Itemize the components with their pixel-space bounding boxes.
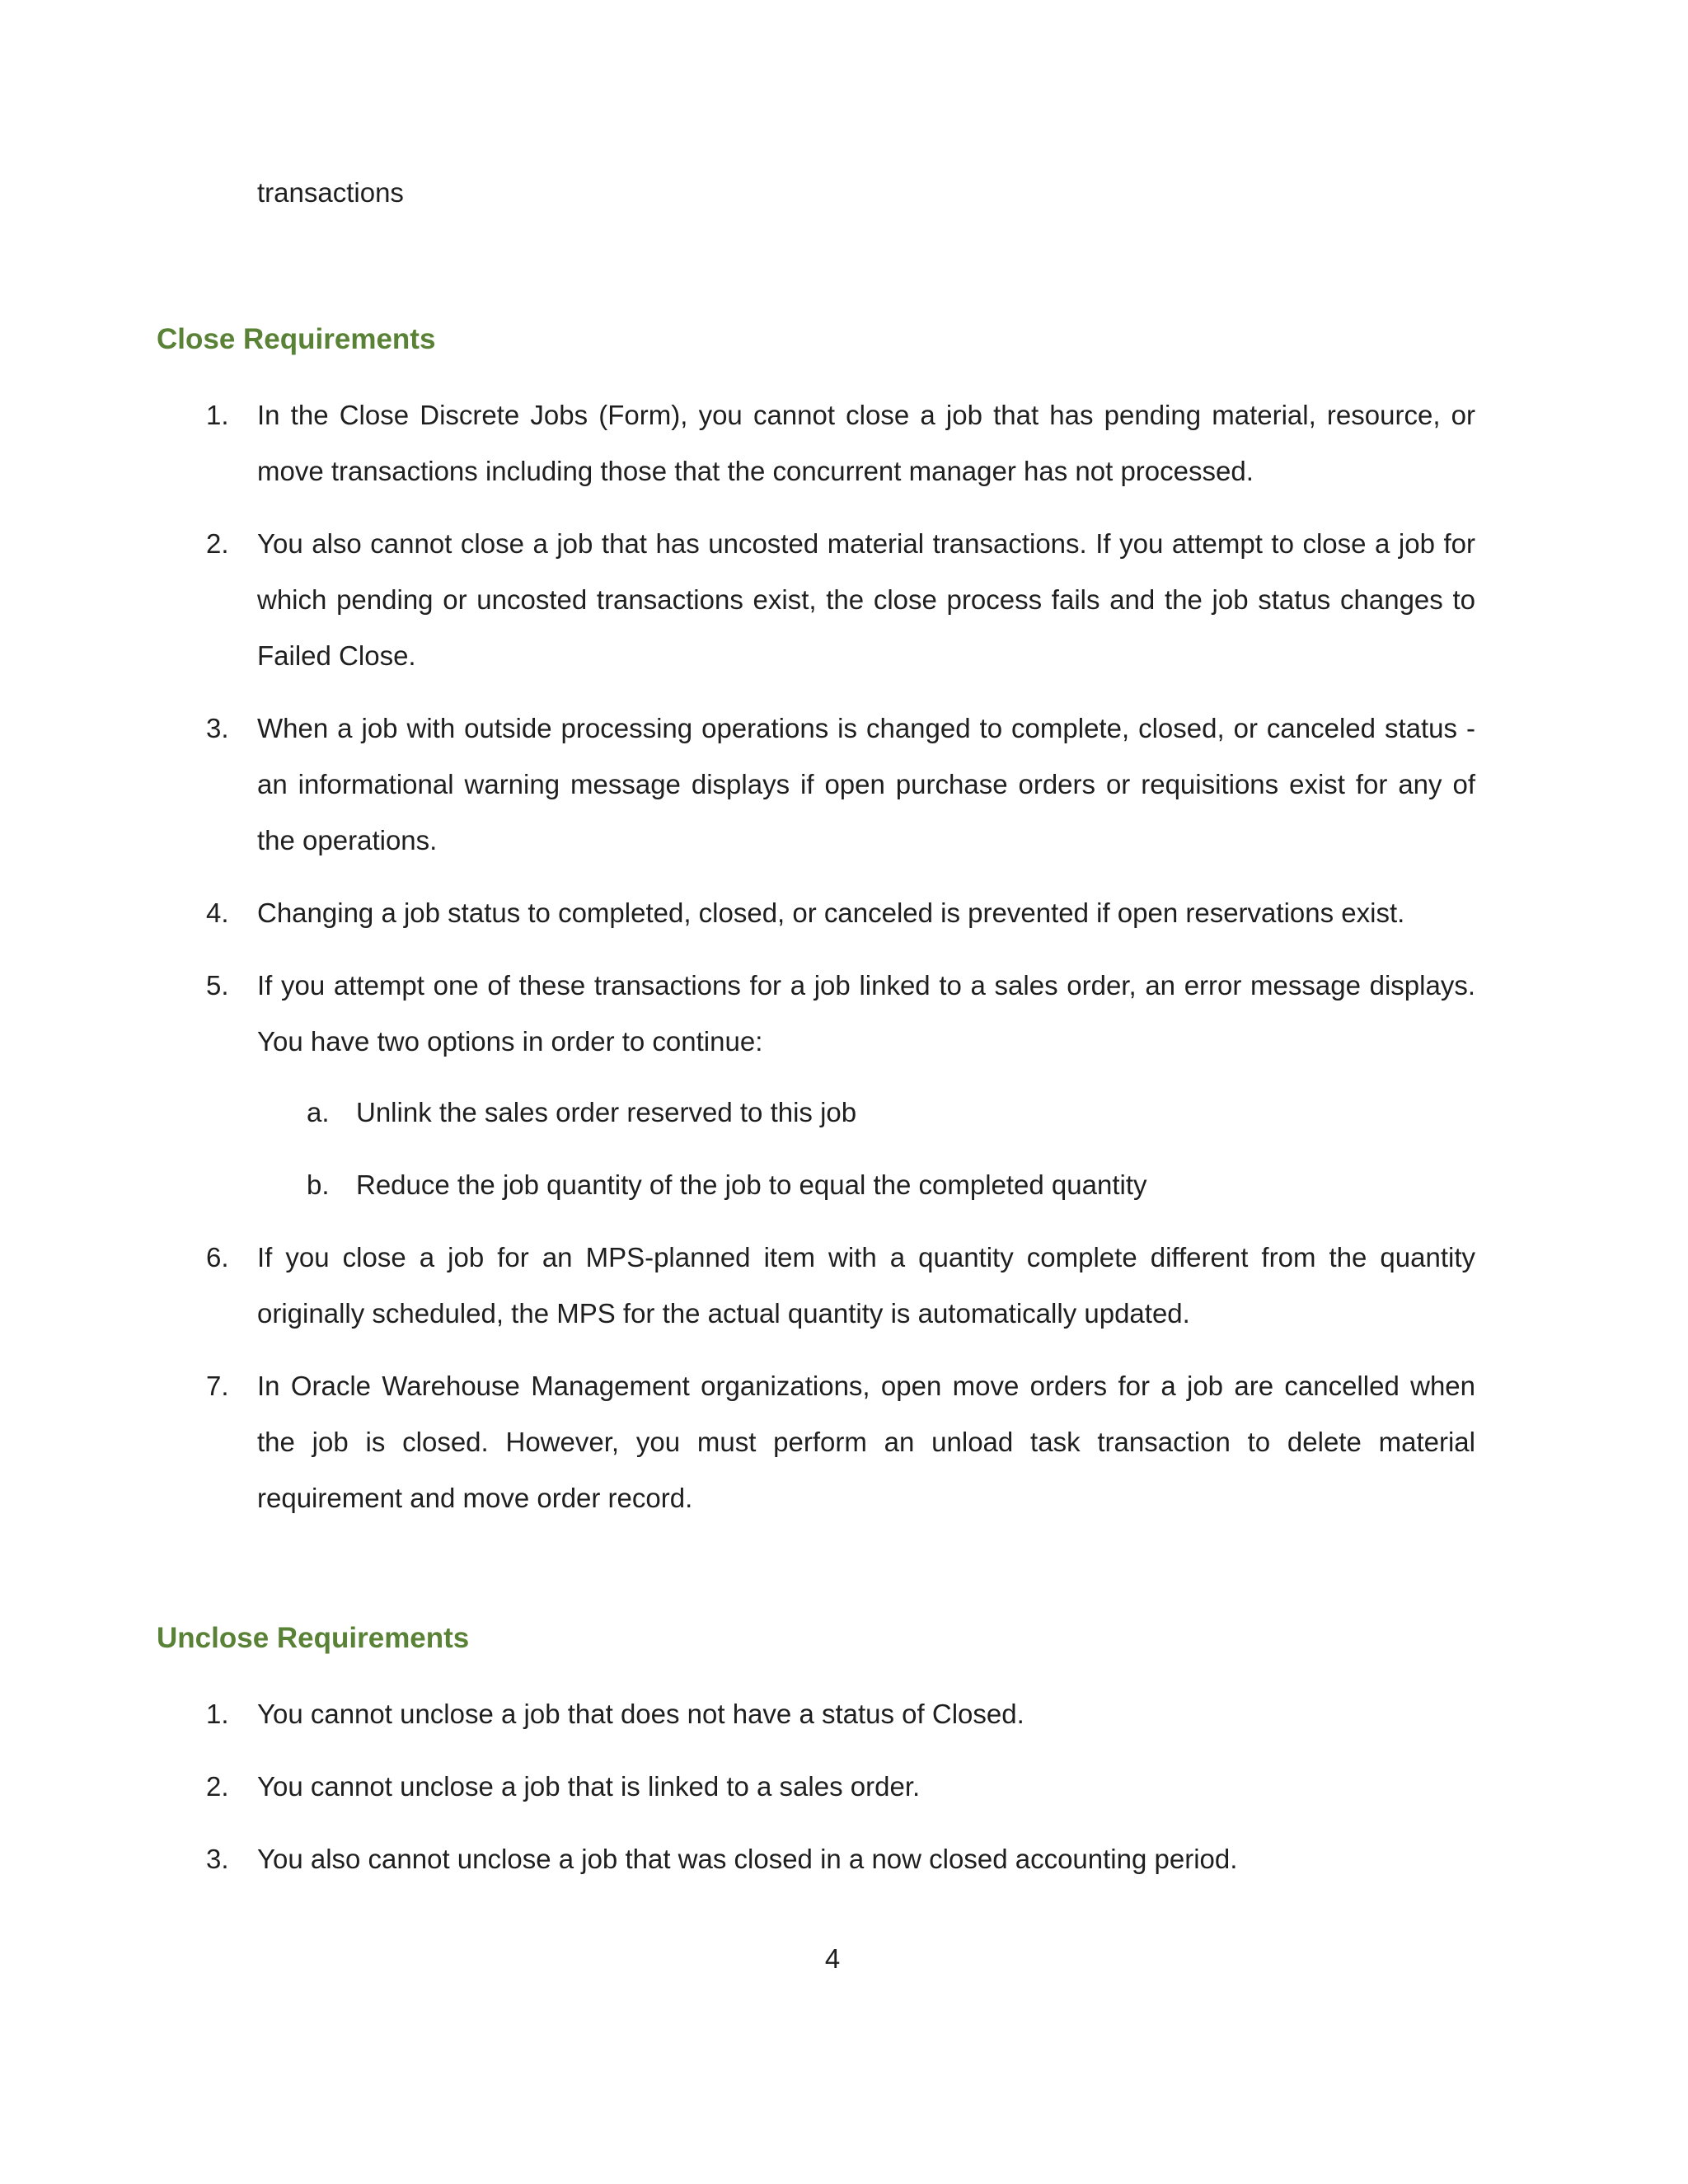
sub-list-item-letter: a. [307, 1097, 330, 1127]
close-requirements-list [0, 387, 1688, 1543]
list-item-text: Changing a job status to completed, closed, or canceled is prevented if open reservations exist. [257, 898, 1405, 928]
list-item-text: You also cannot close a job that has uncosted material transactions. If you attempt to close a job for which pending or uncosted transactions exist, the close process fails and the job status changes to Failed Close. [257, 528, 1475, 671]
list-item-number: 5. [206, 970, 229, 1001]
list-item [0, 701, 1688, 869]
unclose-requirements-list [0, 1686, 1688, 1904]
sub-list-item-text: Reduce the job quantity of the job to equal the completed quantity [356, 1169, 1147, 1200]
list-item-number: 6. [206, 1242, 229, 1272]
sub-list-item-letter: b. [307, 1169, 330, 1200]
list-item [0, 516, 1688, 684]
list-item-text: You cannot unclose a job that does not have a status of Closed. [257, 1699, 1025, 1729]
list-item [0, 1831, 1688, 1887]
list-item [0, 387, 1688, 499]
unclose-requirements-heading: Unclose Requirements [157, 1622, 470, 1654]
sub-list-item [0, 1157, 1688, 1213]
list-item-number: 4. [206, 898, 229, 928]
sub-list-item [0, 1085, 1688, 1141]
list-item [0, 885, 1688, 941]
list-item-text: When a job with outside processing operations is changed to complete, closed, or canceled status - an informational warning message displays if open purchase orders or requisitions exist for any of the operations. [257, 713, 1475, 855]
list-item [0, 1358, 1688, 1526]
list-item [0, 958, 1688, 1213]
list-item-text: If you close a job for an MPS-planned item with a quantity complete different from the quantity originally scheduled, the MPS for the actual quantity is automatically updated. [257, 1242, 1475, 1329]
list-item [0, 1686, 1688, 1742]
list-item-text: You cannot unclose a job that is linked to a sales order. [257, 1771, 921, 1802]
continuation-text: transactions [257, 177, 404, 208]
list-item [0, 1759, 1688, 1815]
list-item-text: In Oracle Warehouse Management organizations, open move orders for a job are cancelled when the job is closed. However, you must perform an unload task transaction to delete material requirement and move order record. [257, 1371, 1475, 1513]
list-item-number: 7. [206, 1371, 229, 1401]
list-item-number: 3. [206, 1844, 229, 1874]
list-item-number: 3. [206, 713, 229, 743]
list-item-number: 1. [206, 400, 229, 430]
list-item-number: 2. [206, 528, 229, 559]
sub-list-item-text: Unlink the sales order reserved to this job [356, 1097, 857, 1127]
list-item-text: You also cannot unclose a job that was closed in a now closed accounting period. [257, 1844, 1238, 1874]
list-item-text: If you attempt one of these transactions for a job linked to a sales order, an error message displays. You have two options in order to continue: [257, 970, 1475, 1057]
page-number: 4 [824, 1943, 841, 1974]
list-item [0, 1230, 1688, 1342]
list-item-number: 1. [206, 1699, 229, 1729]
sub-list [0, 1085, 1688, 1213]
list-item-number: 2. [206, 1771, 229, 1802]
close-requirements-heading: Close Requirements [157, 323, 436, 355]
list-item-text: In the Close Discrete Jobs (Form), you cannot close a job that has pending material, resource, or move transactions including those that the concurrent manager has not processed. [257, 400, 1475, 486]
